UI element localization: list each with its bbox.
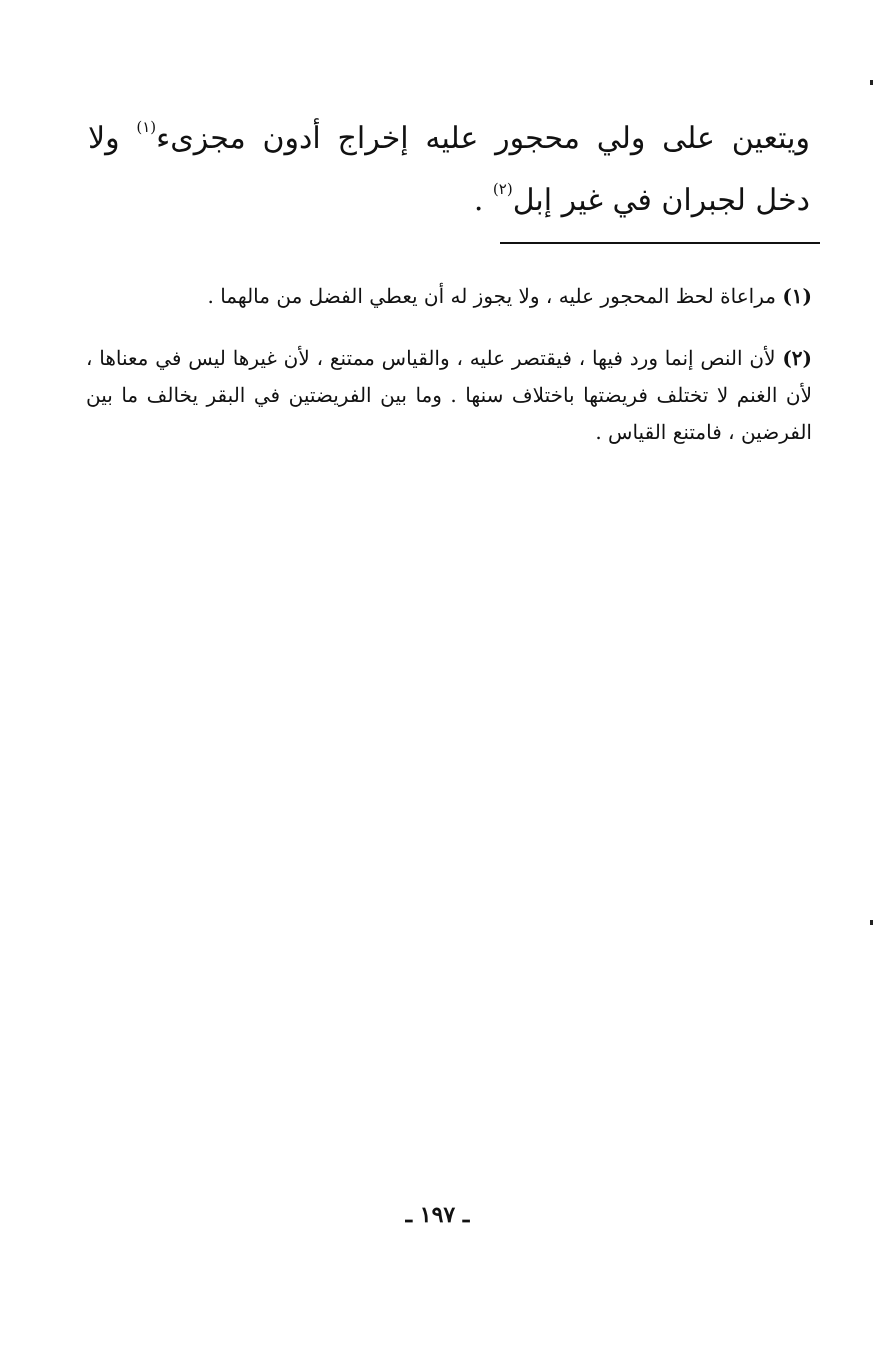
main-paragraph [88,108,810,232]
main-text-segment: ولا دخل لجبران في غير إبل [88,121,810,218]
scan-edge-mark [870,80,873,85]
footnote-divider [500,242,820,244]
scan-edge-mark [870,920,873,925]
footnote-number: (١) [782,284,812,308]
footnote-text: لأن النص إنما ورد فيها ، فيقتصر عليه ، والقياس ممتنع ، لأن غيرها ليس في معناها ، لأن الغنم لا تختلف فريضتها باختلاف سنها . وما بين الفريضتين في البقر يخالف ما بين الفرضين ، فامتنع القياس . [86,346,813,444]
main-text-end: . [473,183,493,218]
footnote-ref-1[interactable]: (١) [136,118,157,136]
footnote-1 [86,278,812,315]
page-number: ـ ١٩٧ ـ [405,1202,470,1228]
footnote-ref-2[interactable]: (٢) [492,180,513,198]
footnote-text: مراعاة لحظ المحجور عليه ، ولا يجوز له أن يعطي الفضل من مالهما . [207,284,776,308]
main-text-segment: ويتعين على ولي محجور عليه إخراج أدون مجزىء [156,121,810,156]
footnote-2 [86,340,812,451]
footnote-number: (٢) [782,346,813,370]
